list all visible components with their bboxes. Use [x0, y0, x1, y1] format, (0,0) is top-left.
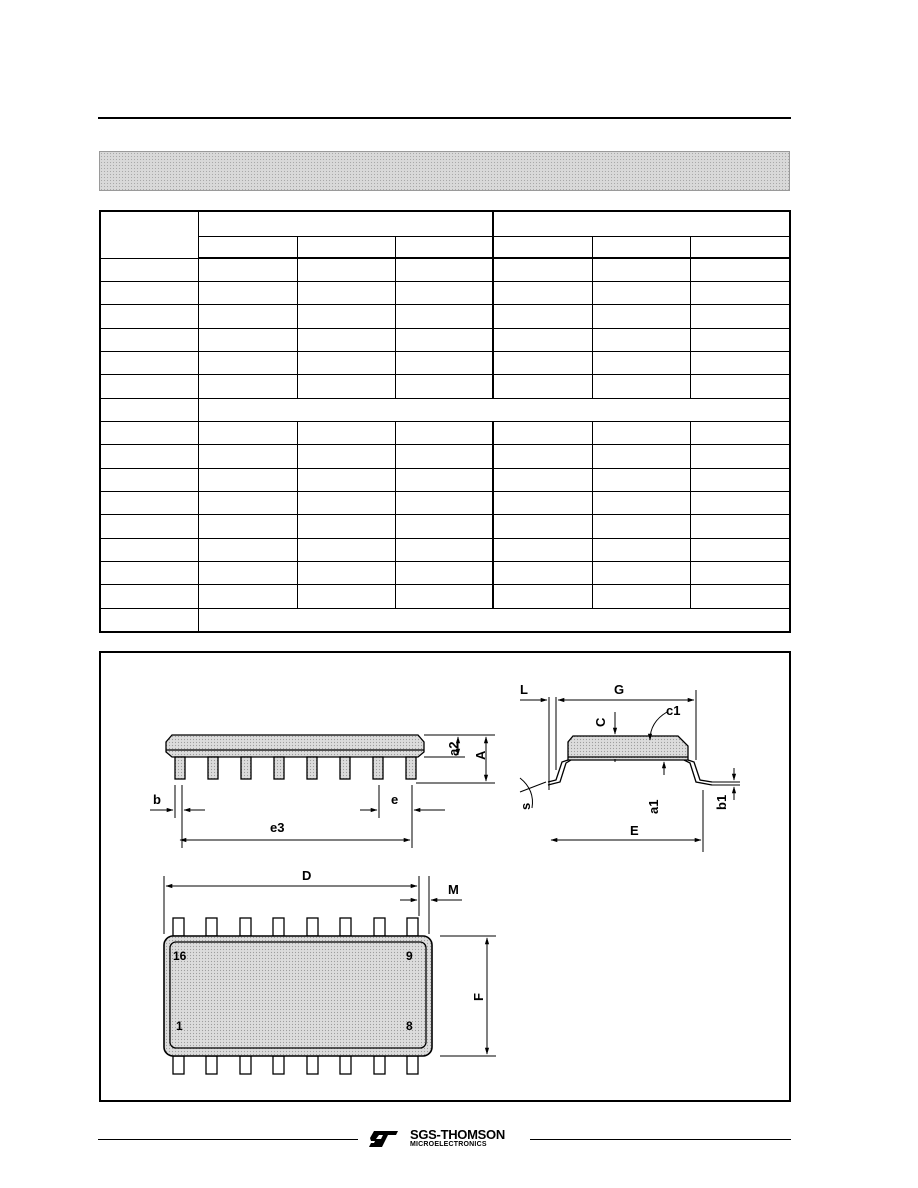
- table-cell: [493, 469, 592, 492]
- table-cell: [395, 374, 493, 398]
- table-cell: [100, 398, 198, 421]
- table-row: [100, 398, 790, 421]
- table-cell: [297, 515, 395, 539]
- table-cell: [297, 374, 395, 398]
- table-cell: [592, 539, 690, 562]
- table-cell: [493, 421, 592, 444]
- label-C: C: [593, 717, 608, 727]
- table-cell: [690, 304, 790, 328]
- table-cell: [297, 281, 395, 304]
- table-cell: [297, 421, 395, 444]
- table-cell: [395, 258, 493, 281]
- table-cell: [395, 492, 493, 515]
- table-cell: [198, 515, 297, 539]
- table-cell: [690, 281, 790, 304]
- table-cell: [297, 562, 395, 585]
- table-cell: [297, 492, 395, 515]
- table-cell: [493, 258, 592, 281]
- table-cell: [493, 236, 592, 258]
- package-outline-drawing: [99, 651, 791, 1102]
- table-cell: [100, 374, 198, 398]
- table-cell: [297, 236, 395, 258]
- table-cell: [493, 562, 592, 585]
- label-a1: a1: [646, 799, 661, 814]
- table-cell: [297, 351, 395, 374]
- brand-subtitle: MICROELECTRONICS: [410, 1141, 487, 1148]
- table-cell: [592, 374, 690, 398]
- table-cell: [395, 421, 493, 444]
- table-cell: [493, 281, 592, 304]
- table-cell: [690, 374, 790, 398]
- pin-number-16: 16: [173, 949, 187, 963]
- table-cell: [592, 492, 690, 515]
- table-cell: [395, 585, 493, 609]
- table-cell: [198, 211, 493, 236]
- table-row: [100, 585, 790, 609]
- table-cell: [198, 492, 297, 515]
- table-cell: [198, 539, 297, 562]
- table-cell: [100, 492, 198, 515]
- footer-rule-right: [530, 1139, 791, 1140]
- table-cell: [592, 444, 690, 468]
- label-b1: b1: [714, 794, 729, 810]
- table-cell: [493, 539, 592, 562]
- label-D: D: [302, 868, 312, 883]
- label-c1: c1: [666, 703, 681, 718]
- table-cell: [198, 374, 297, 398]
- table-row: [100, 374, 790, 398]
- table-cell: [297, 258, 395, 281]
- table-cell: [592, 421, 690, 444]
- label-E: E: [630, 823, 639, 838]
- table-cell: [198, 351, 297, 374]
- table-cell: [592, 328, 690, 351]
- table-cell: [198, 236, 297, 258]
- table-cell: [198, 258, 297, 281]
- table-row: [100, 609, 790, 632]
- table-cell: [198, 609, 790, 632]
- table-cell: [198, 421, 297, 444]
- table-row: [100, 492, 790, 515]
- table-cell: [297, 539, 395, 562]
- table-cell: [395, 351, 493, 374]
- table-row: [100, 281, 790, 304]
- table-cell: [395, 328, 493, 351]
- table-cell: [592, 258, 690, 281]
- table-cell: [592, 304, 690, 328]
- table-cell: [100, 281, 198, 304]
- table-cell: [493, 211, 790, 236]
- pin-number-1: 1: [176, 1019, 183, 1033]
- table-row: [100, 304, 790, 328]
- table-cell: [493, 515, 592, 539]
- table-cell: [297, 328, 395, 351]
- table-cell: [100, 515, 198, 539]
- table-cell: [297, 444, 395, 468]
- side-view: [150, 735, 495, 848]
- table-cell: [100, 258, 198, 281]
- table-row: [100, 421, 790, 444]
- table-cell: [395, 444, 493, 468]
- table-cell: [297, 304, 395, 328]
- table-cell: [493, 351, 592, 374]
- table-row: [100, 351, 790, 374]
- table-cell: [690, 469, 790, 492]
- table-cell: [493, 585, 592, 609]
- table-cell: [493, 444, 592, 468]
- table-cell: [690, 515, 790, 539]
- table-cell: [100, 585, 198, 609]
- table-cell: [592, 351, 690, 374]
- brand-logo: [368, 1127, 520, 1153]
- table-cell: [100, 444, 198, 468]
- table-row: [100, 515, 790, 539]
- table-cell: [690, 492, 790, 515]
- section-header-band: [99, 151, 790, 191]
- table-cell: [690, 328, 790, 351]
- table-cell: [493, 304, 592, 328]
- table-cell: [690, 258, 790, 281]
- pin-number-9: 9: [406, 949, 413, 963]
- table-cell: [592, 236, 690, 258]
- table-cell: [198, 562, 297, 585]
- table-cell: [198, 585, 297, 609]
- table-cell: [493, 328, 592, 351]
- footer-rule-left: [98, 1139, 358, 1140]
- table-cell: [100, 539, 198, 562]
- table-cell: [100, 328, 198, 351]
- table-cell: [100, 211, 198, 258]
- table-cell: [395, 304, 493, 328]
- table-cell: [100, 304, 198, 328]
- table-row: [100, 444, 790, 468]
- table-cell: [297, 469, 395, 492]
- table-cell: [592, 515, 690, 539]
- table-row: [100, 236, 790, 258]
- table-cell: [395, 515, 493, 539]
- table-cell: [100, 351, 198, 374]
- table-cell: [690, 236, 790, 258]
- table-cell: [395, 236, 493, 258]
- table-cell: [493, 492, 592, 515]
- label-b: b: [153, 792, 161, 807]
- table-cell: [198, 398, 790, 421]
- table-cell: [493, 374, 592, 398]
- table-row: [100, 258, 790, 281]
- label-A: A: [473, 750, 488, 760]
- dimensions-table: [99, 210, 791, 633]
- label-e3: e3: [270, 820, 285, 835]
- table-cell: [592, 281, 690, 304]
- table-row: [100, 469, 790, 492]
- table-cell: [100, 469, 198, 492]
- label-e: e: [391, 792, 399, 807]
- table-cell: [690, 444, 790, 468]
- table-cell: [297, 585, 395, 609]
- table-cell: [592, 585, 690, 609]
- table-cell: [690, 562, 790, 585]
- table-cell: [100, 609, 198, 632]
- label-F: F: [471, 993, 486, 1001]
- table-row: [100, 328, 790, 351]
- top-rule: [98, 117, 791, 119]
- table-row: [100, 211, 790, 236]
- table-cell: [198, 469, 297, 492]
- table-cell: [592, 469, 690, 492]
- st-logo-icon: [368, 1129, 402, 1149]
- top-view: [164, 876, 496, 1074]
- table-cell: [690, 351, 790, 374]
- table-cell: [100, 562, 198, 585]
- table-cell: [198, 328, 297, 351]
- table-cell: [395, 562, 493, 585]
- label-G: G: [614, 682, 625, 697]
- table-cell: [592, 562, 690, 585]
- table-row: [100, 539, 790, 562]
- brand-name: SGS-THOMSON: [410, 1127, 505, 1142]
- table-cell: [690, 421, 790, 444]
- label-s: s: [518, 802, 533, 810]
- label-a2: a2: [446, 741, 461, 756]
- table-cell: [690, 585, 790, 609]
- table-cell: [198, 281, 297, 304]
- table-cell: [690, 539, 790, 562]
- table-cell: [198, 304, 297, 328]
- table-cell: [395, 539, 493, 562]
- table-cell: [395, 469, 493, 492]
- table-cell: [395, 281, 493, 304]
- label-L: L: [520, 682, 528, 697]
- label-M: M: [448, 882, 459, 897]
- table-cell: [198, 444, 297, 468]
- table-row: [100, 562, 790, 585]
- pin-number-8: 8: [406, 1019, 413, 1033]
- table-cell: [100, 421, 198, 444]
